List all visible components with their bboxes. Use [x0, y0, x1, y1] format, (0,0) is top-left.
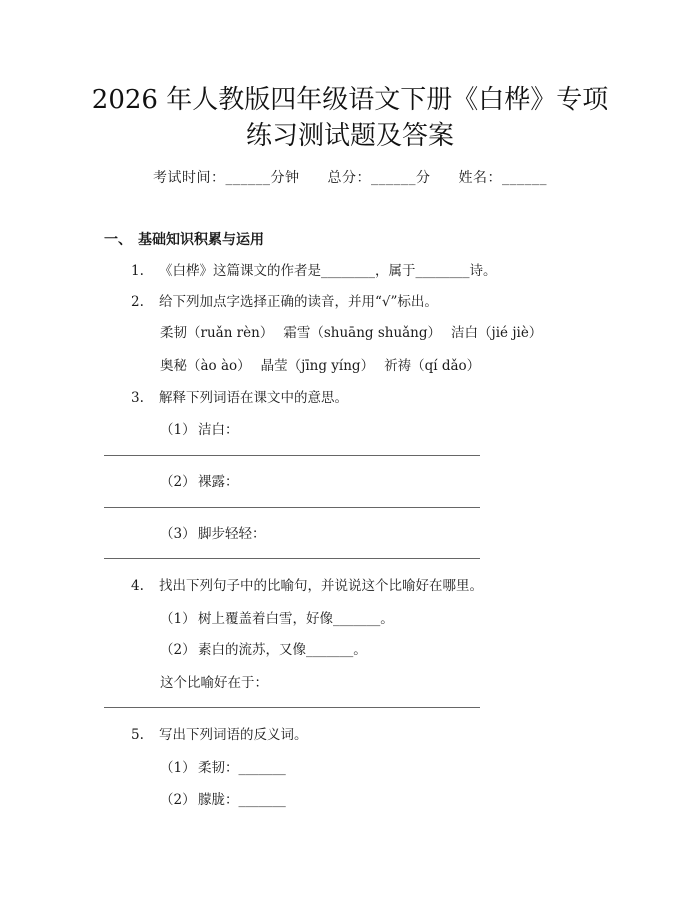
pinyin-option: 晶莹（jīng yíng）	[260, 358, 375, 374]
pinyin-option: 霜雪（shuāng shuǎng）	[283, 325, 442, 341]
student-name: 姓名：______	[458, 170, 547, 186]
question-number: 4.	[131, 578, 144, 594]
question-number: 1.	[131, 263, 144, 279]
sub-question-number: （2）	[160, 792, 196, 808]
sub-question-number: （1）	[160, 422, 196, 438]
section-title: 基础知识积累与运用	[138, 232, 264, 248]
answer-line	[104, 507, 480, 508]
sub-question-number: （1）	[160, 611, 196, 627]
sub-question	[160, 472, 239, 492]
question-text: 给下列加点字选择正确的读音，并用“√”标出。	[159, 294, 438, 310]
follow-up-prompt: 这个比喻好在于：	[160, 675, 268, 691]
section-heading	[104, 229, 264, 249]
question-1	[131, 261, 497, 281]
pinyin-option: 柔韧（ruǎn rèn）	[160, 325, 274, 341]
question-number: 5.	[131, 727, 144, 743]
question-number: 2.	[131, 294, 144, 310]
question-text: 找出下列句子中的比喻句，并说说这个比喻好在哪里。	[159, 578, 483, 594]
exam-time: 考试时间：______分钟	[153, 170, 300, 186]
answer-line	[104, 455, 480, 456]
sub-question	[160, 524, 266, 544]
exam-meta	[0, 167, 700, 187]
sub-question-text: 朦胧：_______	[198, 792, 286, 808]
document-title-line-1: 2026 年人教版四年级语文下册《白桦》专项	[91, 85, 609, 115]
sub-question-number: （2）	[160, 642, 196, 658]
pinyin-options-line-1	[160, 323, 542, 343]
sub-question	[160, 790, 286, 810]
sub-question-number: （1）	[160, 760, 196, 776]
pinyin-option: 洁白（jié jiè）	[451, 325, 543, 341]
answer-line	[104, 707, 480, 708]
sub-question-number: （3）	[160, 526, 196, 542]
pinyin-option: 祈祷（qí dǎo）	[384, 358, 481, 374]
sub-question-text: 裸露：	[198, 474, 239, 490]
question-text: 解释下列词语在课文中的意思。	[159, 390, 348, 406]
sub-question	[160, 420, 239, 440]
question-text: 写出下列词语的反义词。	[159, 727, 308, 743]
sub-question-text: 洁白：	[198, 422, 239, 438]
question-5	[131, 725, 308, 745]
pinyin-option: 奥秘（ào ào）	[160, 358, 251, 374]
question-4	[131, 576, 483, 596]
sub-question-text: 柔韧：_______	[198, 760, 286, 776]
pinyin-options-line-2	[160, 356, 480, 376]
question-number: 3.	[131, 390, 144, 406]
question-text: 《白桦》这篇课文的作者是________，属于________诗。	[159, 263, 497, 279]
sub-question-text: 脚步轻轻：	[198, 526, 266, 542]
question-3	[131, 388, 348, 408]
sub-question-number: （2）	[160, 474, 196, 490]
question-2	[131, 292, 438, 312]
sub-question-text: 树上覆盖着白雪，好像_______。	[198, 611, 394, 627]
sub-question	[160, 609, 394, 629]
section-number: 一、	[104, 232, 132, 248]
sub-question-text: 素白的流苏，又像_______。	[198, 642, 367, 658]
exam-score: 总分：______分	[327, 170, 431, 186]
sub-question	[160, 758, 286, 778]
document-title-line-2: 练习测试题及答案	[245, 121, 454, 151]
answer-line	[104, 558, 480, 559]
sub-question	[160, 640, 367, 660]
